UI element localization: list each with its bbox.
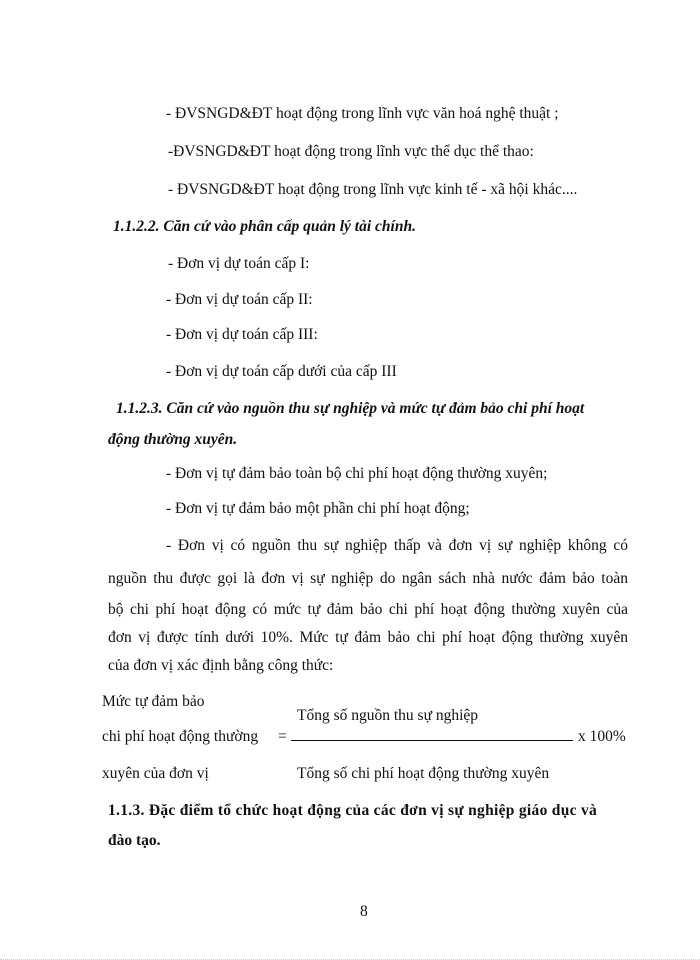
list-item-partial-self-funded: - Đơn vị tự đảm bảo một phần chi phí hoạt động; [166,500,470,517]
heading-financial-level: 1.1.2.2. Căn cứ vào phân cấp quản lý tài chính. [113,218,416,235]
paragraph-line-4: đơn vị được tính dưới 10%. Mức tự đảm bảo chi phí hoạt động thường xuyên [108,629,628,646]
list-item-level-2: - Đơn vị dự toán cấp II: [166,291,313,308]
paragraph-line-1: - Đơn vị có nguồn thu sự nghiệp thấp và đơn vị sự nghiệp không có [166,537,628,554]
formula-numerator: Tổng số nguồn thu sự nghiệp [297,707,479,724]
paragraph-line-3: bộ chi phí hoạt động có mức tự đảm bảo chi phí hoạt động thường xuyên của [108,601,628,618]
formula-multiplier: x 100% [578,728,626,745]
paragraph-line-5: của đơn vị xác định bằng công thức: [108,657,334,674]
list-item-level-1: - Đơn vị dự toán cấp I: [168,255,310,272]
heading-revenue-source-line1: 1.1.2.3. Căn cứ vào nguồn thu sự nghiệp và mức tự đảm bảo chi phí hoạt [116,400,585,417]
list-item-level-3: - Đơn vị dự toán cấp III: [166,326,318,343]
heading-organization-line1: 1.1.3. Đặc điểm tổ chức hoạt động của các đơn vị sự nghiệp giáo dục và [108,802,598,819]
page-number: 8 [360,903,368,920]
list-item-art: - ĐVSNGD&ĐT hoạt động trong lĩnh vực văn hoá nghệ thuật ; [166,105,559,122]
formula-denominator: Tổng số chi phí hoạt động thường xuyên [297,765,550,782]
fraction-bar [291,740,573,741]
list-item-below-level-3: - Đơn vị dự toán cấp dưới của cấp III [166,363,397,380]
formula-label-line2: chi phí hoạt động thường [102,728,259,745]
heading-organization-line2: đào tạo. [108,832,161,849]
heading-revenue-source-line2: động thường xuyên. [108,431,238,448]
list-item-economy: - ĐVSNGD&ĐT hoạt động trong lĩnh vực kinh tế - xã hội khác.... [168,181,578,198]
formula-label-line1: Mức tự đảm bảo [102,693,205,710]
formula-label-line3: xuyên của đơn vị [102,765,209,782]
formula-equals: = [278,728,287,745]
list-item-full-self-funded: - Đơn vị tự đảm bảo toàn bộ chi phí hoạt động thường xuyên; [166,465,548,482]
list-item-sport: -ĐVSNGD&ĐT hoạt động trong lĩnh vực thể dục thể thao: [168,143,534,160]
paragraph-line-2: nguồn thu được gọi là đơn vị sự nghiệp do ngân sách nhà nước đảm bảo toàn [108,570,628,587]
